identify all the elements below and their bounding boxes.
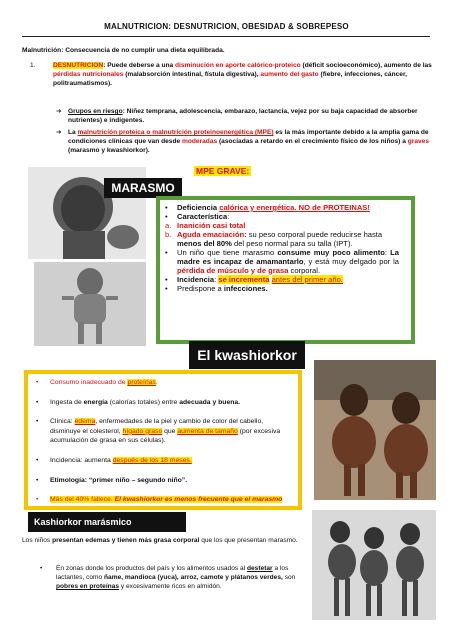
arrow-bullet-icon: ➔ (56, 108, 62, 115)
item-number: 1. (30, 62, 36, 69)
header-rule (22, 36, 430, 37)
kwashiorkor-photo-image (314, 360, 436, 500)
kwash-item-incidencia: • Incidencia: aumenta después de los 18 meses. (36, 456, 192, 464)
grupos-riesgo-text: Grupos en riesgo: Niñez temprana, adolescencia, embarazo, lactancia, vejez por su baja capacidad de absorber nutrientes) e indigentes. (68, 108, 418, 125)
arrow-bullet-icon: ➔ (56, 129, 62, 136)
km-paragraph-1: Los niños presentan edemas y tienen más grasa corporal que los que presentan marasmo. (22, 537, 298, 544)
kashiorkor-marasmico-title: Kashiorkor marásmico (28, 512, 186, 532)
marasmo-item-b: b. Aguda emaciación: su peso corporal puede reducirse hasta menos del 80% del peso normal para su talla (IPT). (165, 230, 383, 248)
kwashiorkor-photo (314, 360, 436, 500)
marasmo-photo-2 (34, 262, 146, 346)
kwashiorkor-title: El kwashiorkor (189, 341, 305, 369)
desnutricion-paragraph: DESNUTRICION: Puede deberse a una disminución en aporte calórico-proteico (déficit socioeconómico), aumento de las pérdidas nutricionales (malabsorción intestinal, fístula digestiva), aumento del gasto (fiebre, infecciones, cáncer, politraumatismos). (53, 62, 432, 88)
desnutricion-term: DESNUTRICION (53, 62, 104, 69)
kashiorkor-marasmico-photo-image (312, 510, 436, 620)
kwash-item-etimologia: • Etimología: “primer niño – segundo niño”. (36, 476, 188, 484)
marasmo-photo-2-image (34, 262, 146, 346)
mpe-text: La malnutrición proteica o malnutrición proteinoenergética (MPE) es la más importante debido a la amplia gama de condiciones clínicas que van desde moderadas (asociadas a retardo en el crecimiento físico de los niños) a graves (marasmo y kwashiorkor). (68, 129, 429, 155)
kwash-item-clinica: • Clínica: edema, enfermedades de la piel y cambio de color del cabello, disminuye el colesterol, hígado graso que aumenta de tamaño (por excesiva acumulación de grasa en sus células). (36, 418, 281, 445)
marasmo-content (165, 203, 399, 293)
marasmo-title: MARASMO (104, 178, 182, 198)
marasmo-item-a: a. Inanición casi total (165, 221, 246, 230)
page-header: MALNUTRICION: DESNUTRICION, OBESIDAD & SOBREPESO (104, 22, 349, 31)
intro-text: Malnutrición: Consecuencia de no cumplir una dieta equilibrada. (22, 47, 225, 54)
marasmo-deficiencia: • Deficiencia calórica y energética. NO de PROTEINAS! (165, 203, 370, 212)
marasmo-nino: • Un niño que tiene marasmo consume muy poco alimento: La madre es incapaz de amamantarlo, y está muy delgado por la pérdida de músculo y de grasa corporal. (165, 248, 399, 275)
mpe-grave-label: MPE GRAVE: (196, 166, 250, 176)
kashiorkor-marasmico-photo (312, 510, 436, 620)
kwashiorkor-list (36, 378, 286, 514)
km-bullet: • (40, 565, 43, 572)
marasmo-predispone: • Predispone a infecciones. (165, 284, 268, 293)
marasmo-caracteristica: • Característica: (165, 212, 230, 221)
kwash-item-consumo: • Consumo inadecuado de proteínas. (36, 379, 158, 386)
kwash-item-ingesta: • Ingesta de energía (calorías totales) entre adecuada y buena. (36, 398, 241, 406)
kwash-item-fallece: • Más del 40% fallece. El kwashiorkor es menos frecuente que el marasmo (36, 496, 283, 504)
marasmo-incidencia: • Incidencia: se incrementa antes del primer año. (165, 275, 343, 284)
km-paragraph-2: En zonas donde los productos del país y los alimentos usados al destetar a los lactantes, como ñame, mandioca (yuca), arroz, camote y plátanos verdes, son pobres en proteínas y excesivamente ricos en almidón. (56, 565, 296, 591)
